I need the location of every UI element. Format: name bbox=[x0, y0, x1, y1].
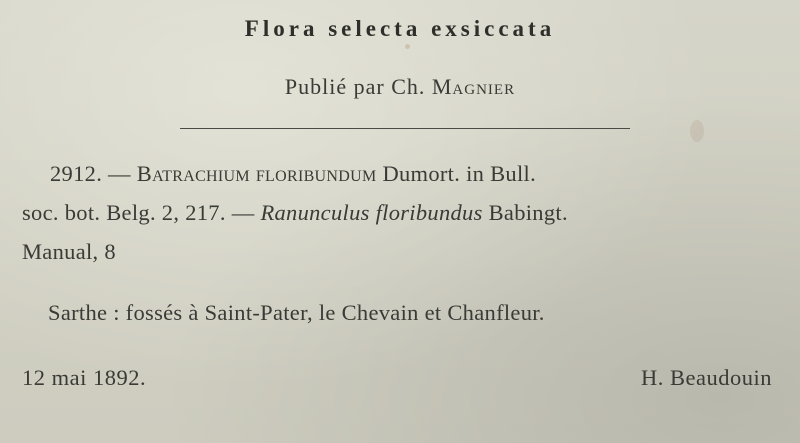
collector-name: H. Beaudouin bbox=[641, 365, 772, 390]
entry-line-3: Manual, 8 bbox=[22, 239, 116, 264]
locality-text: Sarthe : fossés à Saint-Pater, le Chevain et Chanfleur. bbox=[48, 300, 545, 325]
divider-rule bbox=[180, 128, 630, 129]
synonym-author: Babingt. bbox=[488, 200, 568, 225]
taxon-name: Batrachium floribundum bbox=[136, 161, 377, 186]
citation-continued: soc. bot. Belg. 2, 217. — bbox=[22, 200, 255, 225]
entry-line-1 bbox=[22, 154, 792, 193]
publisher-line bbox=[0, 74, 800, 100]
collection-title: Flora selecta exsiccata bbox=[244, 16, 556, 41]
collection-date: 12 mai 1892. bbox=[22, 365, 147, 390]
stain-spot bbox=[690, 120, 704, 142]
entry-number: 2912. — bbox=[50, 161, 131, 186]
stain-spot bbox=[405, 44, 410, 49]
synonym-name: Ranunculus floribundus bbox=[260, 200, 483, 225]
specimen-entry bbox=[22, 154, 792, 271]
publisher-name: Magnier bbox=[431, 74, 516, 99]
taxon-citation: Dumort. in Bull. bbox=[382, 161, 536, 186]
publisher-prefix: Publié par Ch. bbox=[284, 74, 426, 99]
entry-line-2 bbox=[22, 193, 792, 232]
